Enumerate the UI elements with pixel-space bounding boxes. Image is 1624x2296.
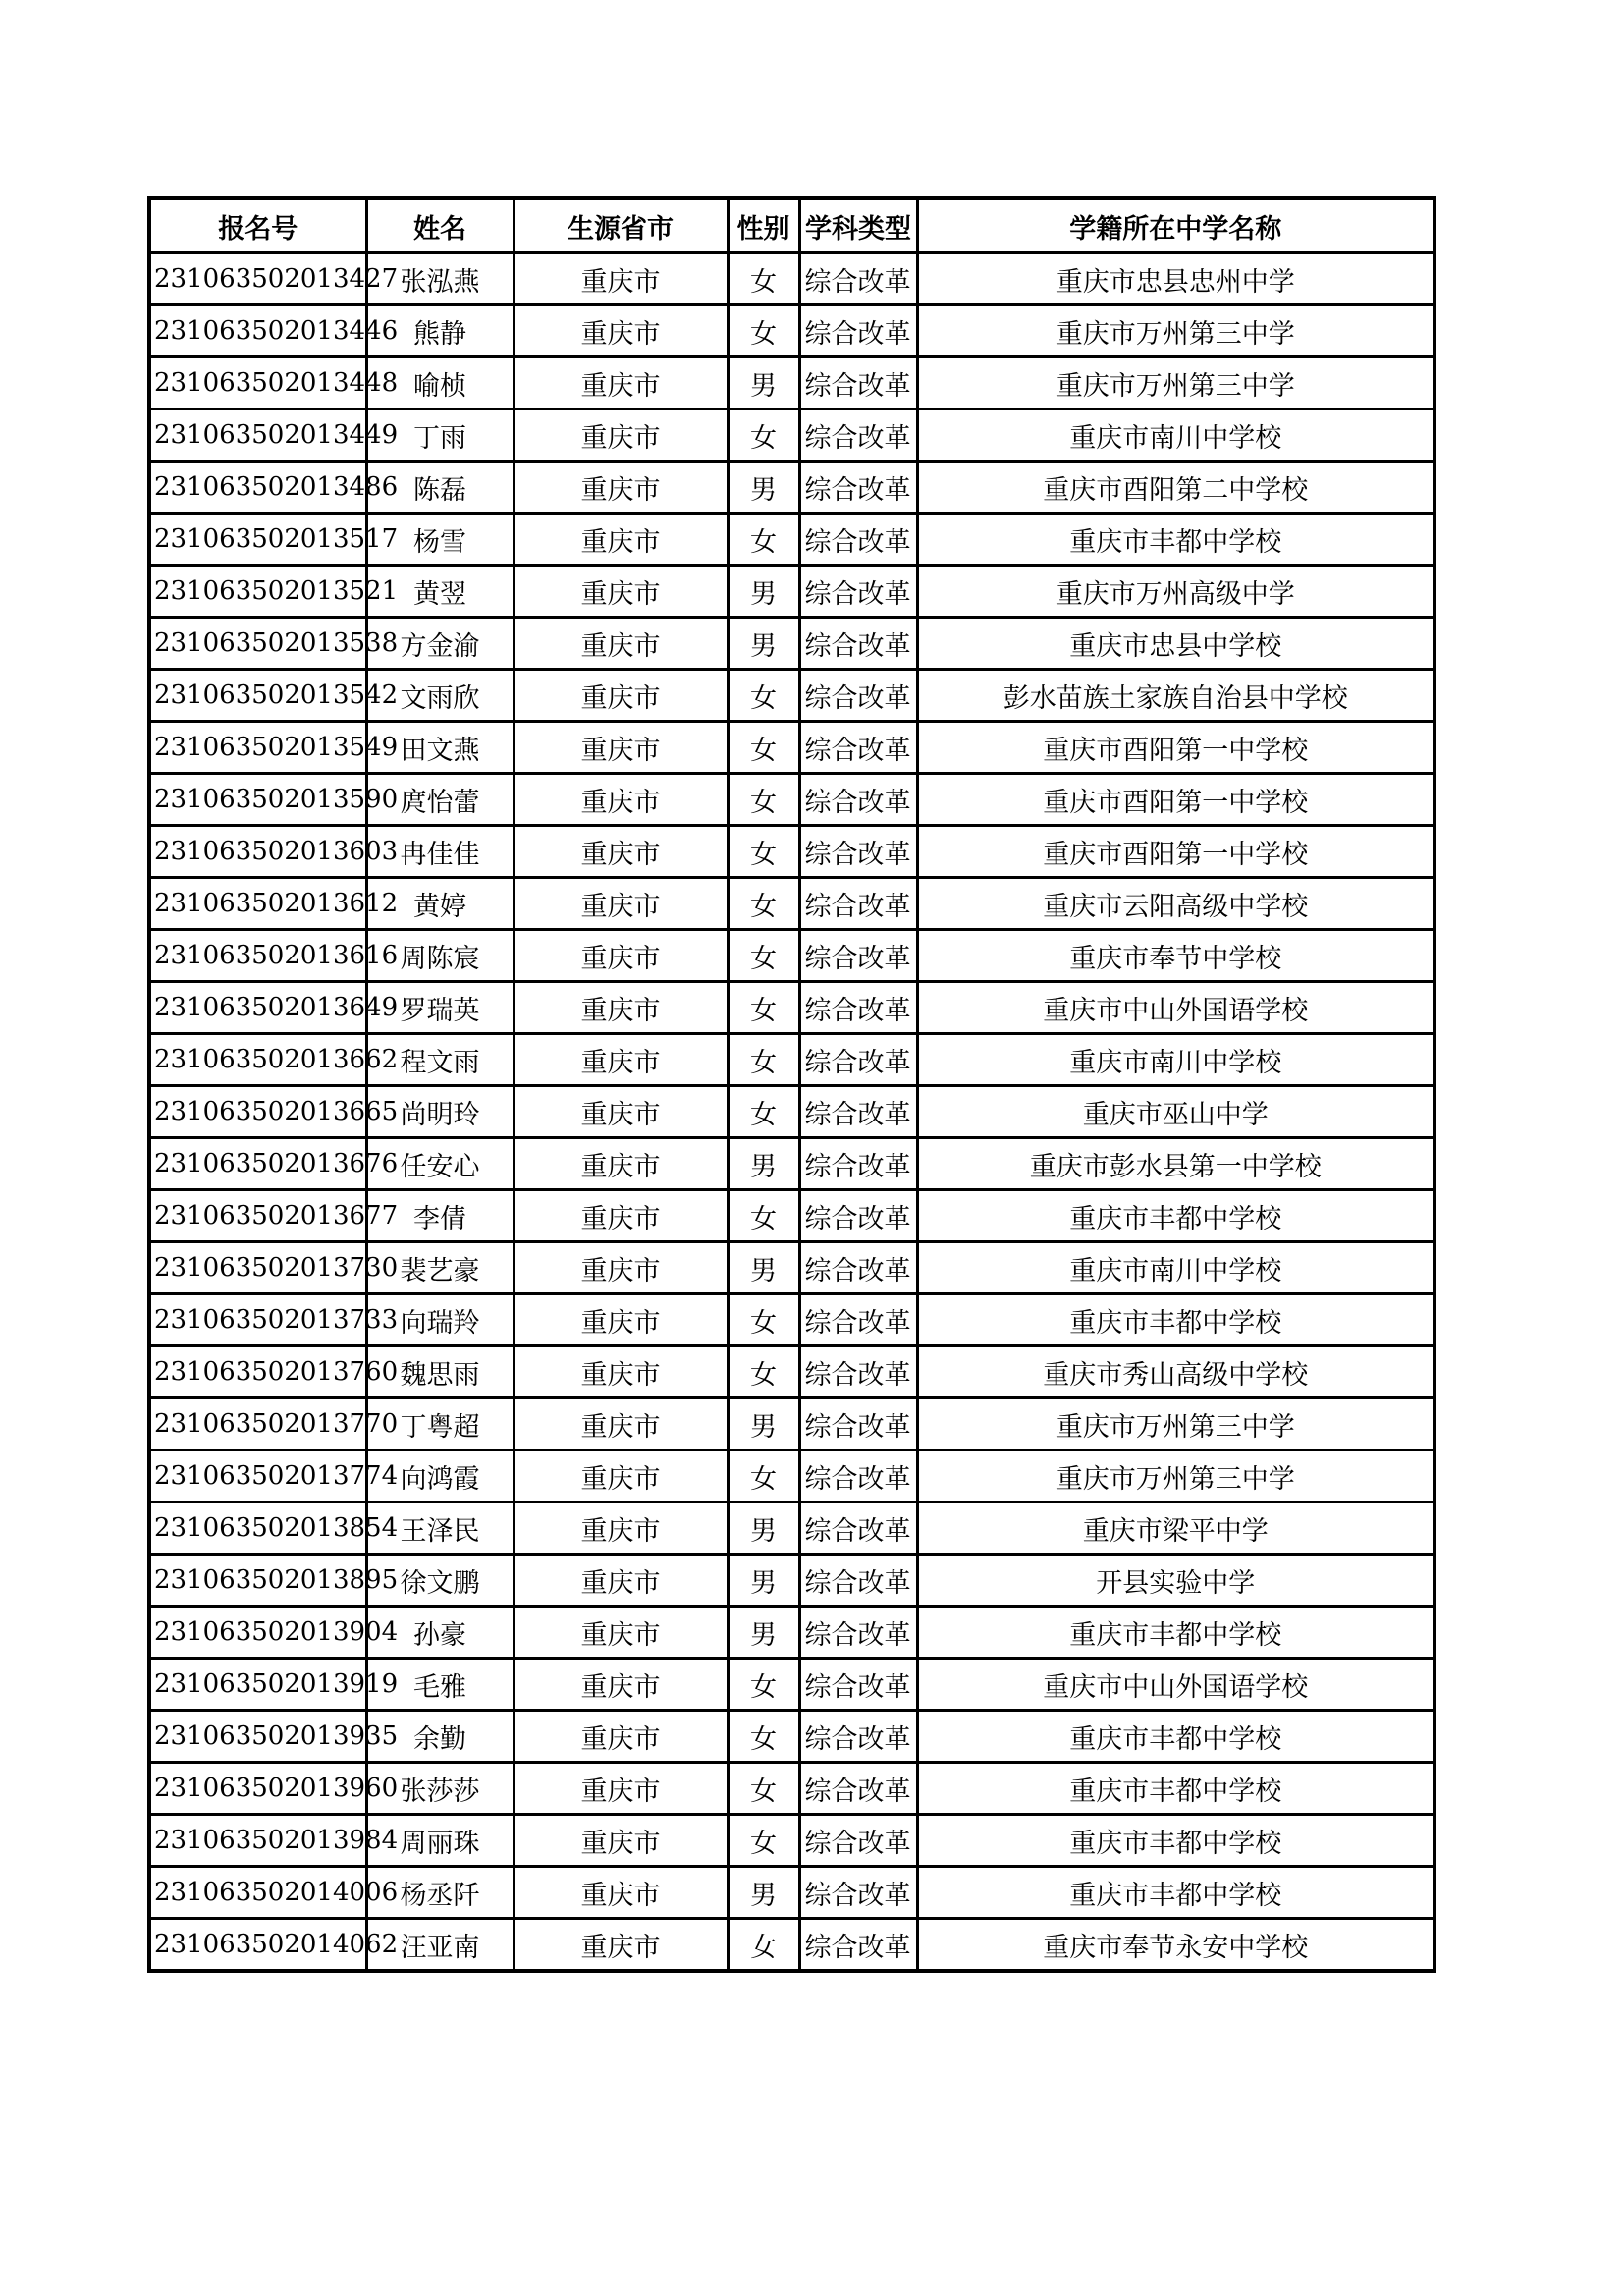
cell-school: 重庆市丰都中学校 [917,1294,1435,1346]
cell-gender: 男 [728,1503,799,1555]
table-row [149,462,1435,514]
cell-school: 重庆市忠县中学校 [917,618,1435,670]
cell-gender: 女 [728,410,799,462]
table-row [149,1659,1435,1711]
cell-name: 汪亚南 [366,1919,514,1972]
cell-origin: 重庆市 [514,1294,728,1346]
cell-name: 熊静 [366,305,514,357]
cell-school: 重庆市彭水县第一中学校 [917,1138,1435,1190]
cell-subject-type: 综合改革 [799,774,917,826]
cell-registration-no: 231063502013676 [149,1138,366,1190]
cell-subject-type: 综合改革 [799,410,917,462]
document-page [147,196,1436,1973]
cell-subject-type: 综合改革 [799,357,917,410]
header-subject-type: 学科类型 [799,198,917,253]
cell-registration-no: 231063502013665 [149,1086,366,1138]
cell-registration-no: 231063502013616 [149,930,366,982]
table-row [149,1398,1435,1450]
table-body [149,253,1435,1972]
cell-subject-type: 综合改革 [799,618,917,670]
cell-name: 丁雨 [366,410,514,462]
cell-origin: 重庆市 [514,1346,728,1398]
table-row [149,566,1435,618]
cell-gender: 女 [728,878,799,930]
cell-name: 李倩 [366,1190,514,1242]
cell-subject-type: 综合改革 [799,1398,917,1450]
table-row [149,1294,1435,1346]
cell-school: 重庆市奉节中学校 [917,930,1435,982]
cell-subject-type: 综合改革 [799,1294,917,1346]
cell-name: 魏思雨 [366,1346,514,1398]
cell-gender: 男 [728,618,799,670]
cell-name: 裴艺豪 [366,1242,514,1294]
cell-gender: 女 [728,514,799,566]
cell-registration-no: 231063502013448 [149,357,366,410]
cell-origin: 重庆市 [514,1659,728,1711]
cell-origin: 重庆市 [514,1398,728,1450]
cell-subject-type: 综合改革 [799,1555,917,1607]
cell-school: 重庆市丰都中学校 [917,1763,1435,1815]
cell-name: 庹怡蕾 [366,774,514,826]
cell-registration-no: 231063502013854 [149,1503,366,1555]
cell-school: 重庆市丰都中学校 [917,1190,1435,1242]
cell-origin: 重庆市 [514,722,728,774]
cell-school: 重庆市丰都中学校 [917,514,1435,566]
table-row [149,618,1435,670]
cell-origin: 重庆市 [514,1711,728,1763]
cell-gender: 女 [728,1659,799,1711]
cell-subject-type: 综合改革 [799,253,917,305]
cell-origin: 重庆市 [514,982,728,1034]
cell-origin: 重庆市 [514,305,728,357]
cell-gender: 男 [728,1242,799,1294]
cell-subject-type: 综合改革 [799,1450,917,1503]
cell-gender: 女 [728,1190,799,1242]
cell-origin: 重庆市 [514,1138,728,1190]
cell-school: 重庆市巫山中学 [917,1086,1435,1138]
table-row [149,357,1435,410]
cell-subject-type: 综合改革 [799,722,917,774]
cell-school: 重庆市万州第三中学 [917,305,1435,357]
cell-school: 重庆市梁平中学 [917,1503,1435,1555]
cell-origin: 重庆市 [514,1763,728,1815]
cell-gender: 男 [728,1138,799,1190]
table-row [149,670,1435,722]
cell-gender: 女 [728,982,799,1034]
cell-registration-no: 231063502014006 [149,1867,366,1919]
cell-name: 向瑞羚 [366,1294,514,1346]
cell-registration-no: 231063502013774 [149,1450,366,1503]
table-row [149,514,1435,566]
cell-gender: 女 [728,1450,799,1503]
cell-gender: 女 [728,670,799,722]
cell-registration-no: 231063502013486 [149,462,366,514]
cell-subject-type: 综合改革 [799,1503,917,1555]
cell-school: 重庆市南川中学校 [917,1242,1435,1294]
cell-subject-type: 综合改革 [799,305,917,357]
cell-gender: 男 [728,462,799,514]
cell-name: 毛雅 [366,1659,514,1711]
cell-gender: 男 [728,1398,799,1450]
table-row [149,1607,1435,1659]
cell-school: 重庆市南川中学校 [917,410,1435,462]
cell-registration-no: 231063502013770 [149,1398,366,1450]
cell-gender: 男 [728,566,799,618]
cell-subject-type: 综合改革 [799,878,917,930]
cell-gender: 女 [728,930,799,982]
header-origin: 生源省市 [514,198,728,253]
table-row [149,1450,1435,1503]
table-row [149,1503,1435,1555]
table-row [149,1086,1435,1138]
table-row [149,1815,1435,1867]
cell-school: 重庆市秀山高级中学校 [917,1346,1435,1398]
cell-school: 重庆市中山外国语学校 [917,1659,1435,1711]
cell-origin: 重庆市 [514,930,728,982]
header-name: 姓名 [366,198,514,253]
cell-origin: 重庆市 [514,826,728,878]
cell-school: 重庆市丰都中学校 [917,1711,1435,1763]
cell-subject-type: 综合改革 [799,1086,917,1138]
cell-origin: 重庆市 [514,670,728,722]
cell-registration-no: 231063502013538 [149,618,366,670]
header-registration-no: 报名号 [149,198,366,253]
cell-gender: 女 [728,1086,799,1138]
cell-subject-type: 综合改革 [799,514,917,566]
cell-registration-no: 231063502013760 [149,1346,366,1398]
table-row [149,826,1435,878]
cell-registration-no: 231063502013733 [149,1294,366,1346]
cell-origin: 重庆市 [514,357,728,410]
cell-subject-type: 综合改革 [799,1867,917,1919]
cell-registration-no: 231063502013549 [149,722,366,774]
cell-school: 重庆市奉节永安中学校 [917,1919,1435,1972]
cell-gender: 女 [728,1294,799,1346]
cell-name: 张泓燕 [366,253,514,305]
cell-name: 孙豪 [366,1607,514,1659]
cell-subject-type: 综合改革 [799,1659,917,1711]
cell-subject-type: 综合改革 [799,1815,917,1867]
cell-gender: 女 [728,253,799,305]
cell-origin: 重庆市 [514,514,728,566]
cell-gender: 女 [728,305,799,357]
cell-school: 重庆市忠县忠州中学 [917,253,1435,305]
cell-name: 喻桢 [366,357,514,410]
table-row [149,1190,1435,1242]
cell-school: 重庆市酉阳第二中学校 [917,462,1435,514]
table-row [149,410,1435,462]
cell-origin: 重庆市 [514,1503,728,1555]
cell-gender: 女 [728,1346,799,1398]
cell-origin: 重庆市 [514,1086,728,1138]
cell-origin: 重庆市 [514,618,728,670]
header-gender: 性别 [728,198,799,253]
cell-school: 重庆市云阳高级中学校 [917,878,1435,930]
table-row [149,1034,1435,1086]
table-row [149,1138,1435,1190]
cell-origin: 重庆市 [514,1607,728,1659]
cell-registration-no: 231063502013521 [149,566,366,618]
cell-registration-no: 231063502013895 [149,1555,366,1607]
cell-registration-no: 231063502013730 [149,1242,366,1294]
cell-name: 丁粤超 [366,1398,514,1450]
cell-school: 彭水苗族土家族自治县中学校 [917,670,1435,722]
cell-registration-no: 231063502013935 [149,1711,366,1763]
cell-name: 方金渝 [366,618,514,670]
cell-registration-no: 231063502013904 [149,1607,366,1659]
cell-registration-no: 231063502013517 [149,514,366,566]
cell-school: 重庆市酉阳第一中学校 [917,722,1435,774]
cell-name: 杨丞阡 [366,1867,514,1919]
cell-gender: 女 [728,1034,799,1086]
table-row [149,1346,1435,1398]
table-row [149,253,1435,305]
cell-registration-no: 231063502013984 [149,1815,366,1867]
cell-origin: 重庆市 [514,1555,728,1607]
cell-name: 任安心 [366,1138,514,1190]
cell-subject-type: 综合改革 [799,566,917,618]
cell-origin: 重庆市 [514,1919,728,1972]
cell-school: 重庆市南川中学校 [917,1034,1435,1086]
table-row [149,878,1435,930]
cell-gender: 男 [728,1555,799,1607]
cell-name: 王泽民 [366,1503,514,1555]
cell-registration-no: 231063502013649 [149,982,366,1034]
cell-origin: 重庆市 [514,1242,728,1294]
cell-school: 重庆市万州第三中学 [917,357,1435,410]
table-row [149,722,1435,774]
cell-gender: 女 [728,1815,799,1867]
cell-registration-no: 231063502014062 [149,1919,366,1972]
cell-school: 重庆市万州第三中学 [917,1398,1435,1450]
cell-name: 程文雨 [366,1034,514,1086]
cell-name: 余勤 [366,1711,514,1763]
cell-school: 重庆市万州第三中学 [917,1450,1435,1503]
cell-registration-no: 231063502013449 [149,410,366,462]
cell-school: 开县实验中学 [917,1555,1435,1607]
cell-gender: 女 [728,774,799,826]
cell-registration-no: 231063502013612 [149,878,366,930]
cell-subject-type: 综合改革 [799,1711,917,1763]
cell-gender: 男 [728,1607,799,1659]
cell-subject-type: 综合改革 [799,930,917,982]
table-row [149,930,1435,982]
cell-origin: 重庆市 [514,1034,728,1086]
cell-school: 重庆市酉阳第一中学校 [917,774,1435,826]
cell-origin: 重庆市 [514,253,728,305]
cell-name: 黄婷 [366,878,514,930]
cell-school: 重庆市丰都中学校 [917,1815,1435,1867]
cell-registration-no: 231063502013662 [149,1034,366,1086]
cell-name: 文雨欣 [366,670,514,722]
cell-origin: 重庆市 [514,774,728,826]
table-row [149,1763,1435,1815]
cell-registration-no: 231063502013590 [149,774,366,826]
table-row [149,982,1435,1034]
cell-origin: 重庆市 [514,1867,728,1919]
cell-subject-type: 综合改革 [799,1242,917,1294]
cell-subject-type: 综合改革 [799,670,917,722]
cell-registration-no: 231063502013427 [149,253,366,305]
cell-name: 徐文鹏 [366,1555,514,1607]
cell-name: 罗瑞英 [366,982,514,1034]
cell-origin: 重庆市 [514,462,728,514]
cell-subject-type: 综合改革 [799,462,917,514]
cell-gender: 女 [728,1711,799,1763]
cell-school: 重庆市万州高级中学 [917,566,1435,618]
cell-gender: 女 [728,1919,799,1972]
cell-name: 杨雪 [366,514,514,566]
table-row [149,774,1435,826]
cell-origin: 重庆市 [514,1190,728,1242]
cell-registration-no: 231063502013919 [149,1659,366,1711]
cell-origin: 重庆市 [514,1815,728,1867]
cell-name: 冉佳佳 [366,826,514,878]
cell-origin: 重庆市 [514,566,728,618]
cell-origin: 重庆市 [514,1450,728,1503]
cell-registration-no: 231063502013446 [149,305,366,357]
cell-name: 田文燕 [366,722,514,774]
cell-subject-type: 综合改革 [799,1034,917,1086]
cell-registration-no: 231063502013677 [149,1190,366,1242]
table-row [149,1867,1435,1919]
cell-name: 张莎莎 [366,1763,514,1815]
header-school: 学籍所在中学名称 [917,198,1435,253]
cell-registration-no: 231063502013960 [149,1763,366,1815]
student-table [147,196,1436,1973]
cell-name: 尚明玲 [366,1086,514,1138]
table-row [149,1711,1435,1763]
cell-name: 向鸿霞 [366,1450,514,1503]
cell-subject-type: 综合改革 [799,1190,917,1242]
cell-gender: 男 [728,357,799,410]
table-row [149,1555,1435,1607]
cell-subject-type: 综合改革 [799,1919,917,1972]
cell-gender: 女 [728,1763,799,1815]
cell-name: 陈磊 [366,462,514,514]
cell-name: 黄翌 [366,566,514,618]
cell-school: 重庆市酉阳第一中学校 [917,826,1435,878]
cell-origin: 重庆市 [514,878,728,930]
header-row [149,198,1435,253]
cell-subject-type: 综合改革 [799,1607,917,1659]
cell-school: 重庆市丰都中学校 [917,1607,1435,1659]
cell-school: 重庆市中山外国语学校 [917,982,1435,1034]
cell-origin: 重庆市 [514,410,728,462]
cell-school: 重庆市丰都中学校 [917,1867,1435,1919]
cell-gender: 男 [728,1867,799,1919]
cell-subject-type: 综合改革 [799,1763,917,1815]
cell-registration-no: 231063502013603 [149,826,366,878]
cell-subject-type: 综合改革 [799,826,917,878]
cell-name: 周丽珠 [366,1815,514,1867]
table-row [149,305,1435,357]
cell-subject-type: 综合改革 [799,982,917,1034]
table-row [149,1919,1435,1972]
cell-gender: 女 [728,826,799,878]
cell-subject-type: 综合改革 [799,1138,917,1190]
cell-registration-no: 231063502013542 [149,670,366,722]
cell-subject-type: 综合改革 [799,1346,917,1398]
cell-name: 周陈宸 [366,930,514,982]
table-row [149,1242,1435,1294]
cell-gender: 女 [728,722,799,774]
